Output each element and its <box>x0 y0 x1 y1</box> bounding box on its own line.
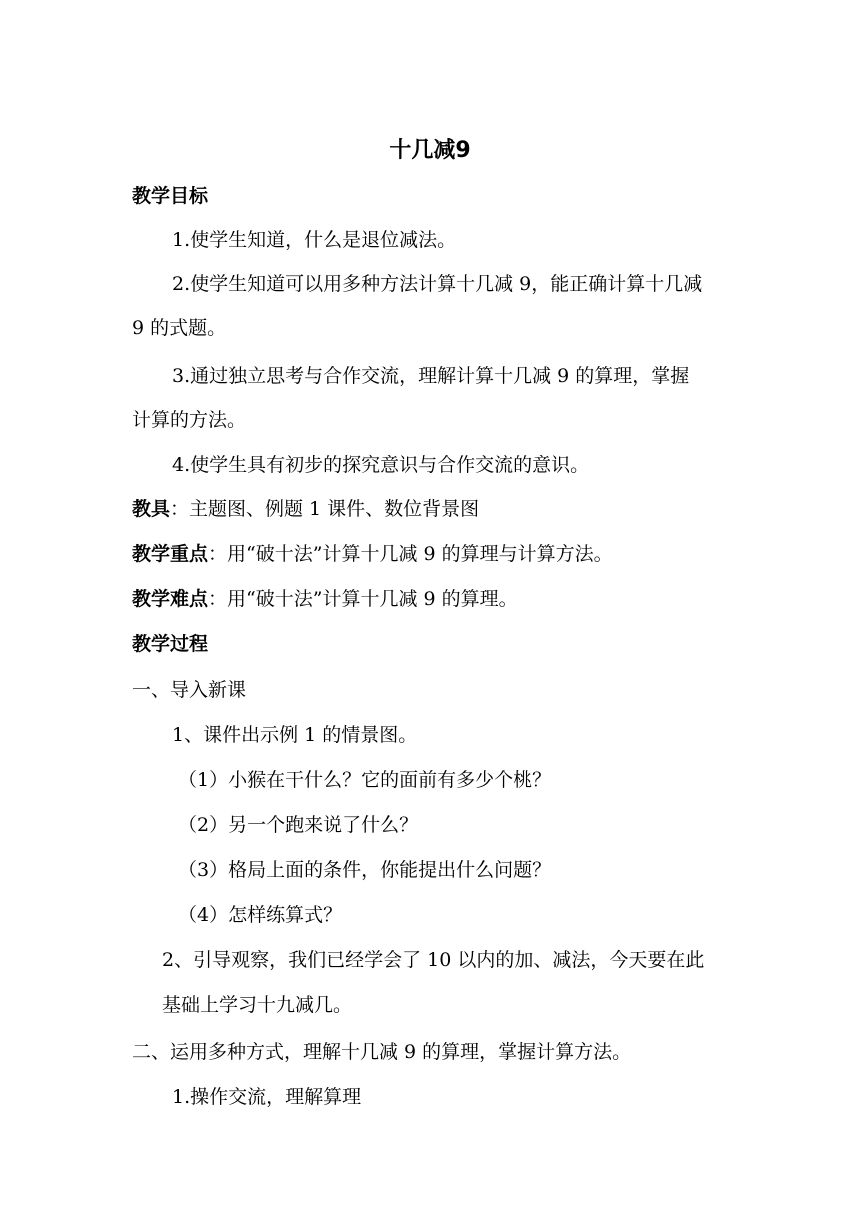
difficult-point-line <box>132 587 518 611</box>
tools-text: ：主题图、例题 1 课件、数位背景图 <box>170 498 480 520</box>
item-2-line-2: 基础上学习十九减几。 <box>162 994 353 1016</box>
difficult-point-label: 教学难点 <box>132 588 209 610</box>
section-1-heading: 一、导入新课 <box>132 679 247 701</box>
item-1: 1、课件出示例 1 的情景图。 <box>172 724 418 746</box>
tools-line <box>132 497 479 521</box>
key-point-label: 教学重点 <box>132 543 209 565</box>
sub-item-1: 1.操作交流，理解算理 <box>172 1086 362 1108</box>
question-2: （2）另一个跑来说了什么？ <box>178 814 419 836</box>
goal-3-line-1: 3.通过独立思考与合作交流，理解计算十几减 9 的算理，掌握 <box>172 365 690 387</box>
goal-2-line-2: 9 的式题。 <box>132 317 227 339</box>
question-3: （3）格局上面的条件，你能提出什么问题？ <box>178 859 552 881</box>
goal-3-line-2: 计算的方法。 <box>132 409 247 431</box>
goal-1: 1.使学生知道，什么是退位减法。 <box>172 229 457 251</box>
question-4: （4）怎样练算式？ <box>178 904 343 926</box>
goal-4: 4.使学生具有初步的探究意识与合作交流的意识。 <box>172 454 590 476</box>
difficult-point-text: ：用“破十法”计算十几减 9 的算理。 <box>208 588 518 610</box>
item-2-line-1: 2、引导观察，我们已经学会了 10 以内的加、减法，今天要在此 <box>162 949 705 971</box>
question-1: （1）小猴在干什么？它的面前有多少个桃？ <box>178 769 552 791</box>
section-2-heading: 二、运用多种方式，理解十几减 9 的算理，掌握计算方法。 <box>132 1041 632 1063</box>
document-title: 十几减9 <box>389 138 471 163</box>
goal-2-line-1: 2.使学生知道可以用多种方法计算十几减 9，能正确计算十几减 <box>172 273 703 295</box>
key-point-text: ：用“破十法”计算十几减 9 的算理与计算方法。 <box>208 543 613 565</box>
key-point-line <box>132 542 613 566</box>
process-heading: 教学过程 <box>132 633 209 655</box>
goals-heading: 教学目标 <box>132 185 209 207</box>
tools-label: 教具 <box>132 498 171 520</box>
